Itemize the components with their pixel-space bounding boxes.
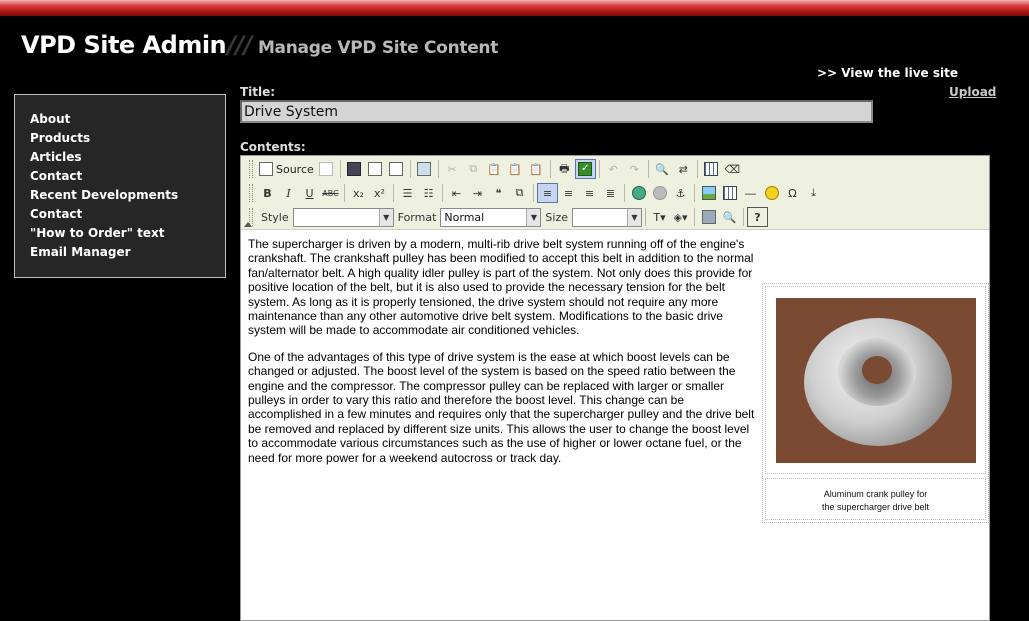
help-button[interactable]: ?	[747, 207, 768, 227]
caption-line-2: the supercharger drive belt	[821, 502, 930, 512]
toolbar-separator	[438, 160, 439, 178]
toolbar-separator	[533, 184, 534, 202]
editor-toolbar	[241, 156, 989, 230]
image-caption	[765, 478, 986, 520]
style-label: Style	[261, 210, 289, 224]
strikethrough-button[interactable]: ABC	[322, 188, 339, 198]
link-icon	[632, 186, 646, 200]
unlink-icon	[653, 186, 667, 200]
page-break-button[interactable]: ⤓	[811, 186, 816, 199]
show-blocks-button[interactable]: 🔍	[722, 210, 737, 224]
toolbar-separator	[599, 160, 600, 178]
text-color-button[interactable]: T▾	[653, 210, 666, 224]
toolbar-row-2	[249, 182, 824, 204]
special-char-button[interactable]: Ω	[788, 186, 797, 200]
title-input[interactable]	[240, 100, 873, 123]
templates-button[interactable]	[414, 159, 435, 179]
remove-format-button[interactable]: ⌫	[724, 162, 741, 176]
spellcheck-button[interactable]	[575, 159, 596, 179]
chevron-down-icon: ▼	[526, 209, 540, 226]
caption-line-1: Aluminum crank pulley for	[823, 489, 928, 499]
toolbar-separator	[743, 208, 744, 226]
crank-pulley-photo[interactable]	[776, 298, 976, 463]
horizontal-rule-button[interactable]: ―	[745, 186, 756, 200]
replace-button[interactable]: ⇄	[678, 162, 688, 176]
indent-button[interactable]: ⇥	[472, 186, 483, 200]
maximize-button[interactable]	[698, 207, 719, 227]
find-button[interactable]: 🔍	[655, 162, 670, 176]
bulleted-list-button[interactable]: ☷	[423, 186, 434, 200]
anchor-button[interactable]: ⚓	[675, 186, 686, 200]
align-left-button[interactable]: ≡	[537, 183, 558, 203]
toolbar-row-1	[249, 158, 743, 180]
size-label: Size	[545, 210, 568, 224]
save-button[interactable]	[344, 159, 365, 179]
toolbar-separator	[410, 160, 411, 178]
image-figure[interactable]	[762, 283, 989, 523]
sidebar-item-contact-2[interactable]: Contact	[30, 207, 83, 221]
view-live-site-link[interactable]: >> View the live site	[817, 66, 958, 80]
source-icon	[259, 162, 273, 176]
title-label: Title:	[240, 85, 276, 99]
pulley-hub-hole	[862, 356, 892, 384]
underline-button[interactable]: U	[305, 186, 314, 200]
copy-button[interactable]: ⧉	[469, 162, 478, 175]
unlink-button[interactable]	[649, 183, 670, 203]
preview-icon	[389, 162, 403, 176]
smiley-button[interactable]	[761, 183, 782, 203]
save-disabled-button[interactable]	[316, 159, 337, 179]
table-icon	[723, 186, 737, 200]
outdent-button[interactable]: ⇤	[451, 186, 462, 200]
table-button[interactable]	[719, 183, 740, 203]
content-paragraph-1: The supercharger is driven by a modern, multi-rib drive belt system running off of the engine's crankshaft. The crankshaft pulley has been modified to accept this belt in addition to the normal fan/alternator belt. A high quality idler pulley is part of the system. Not only does this provide for positive location of the belt, but it is also used to provide the necessary tension for the belt system. As long as it is properly tensioned, the drive system should not require any more maintenance than any other automotive drive belt system. Modifications to the basic drive system will be made to accommodate air conditioned vehicles.	[248, 237, 754, 338]
align-right-button[interactable]: ≡	[584, 186, 595, 200]
toolbar-separator	[624, 184, 625, 202]
editor-content-area[interactable]	[248, 237, 985, 523]
format-label: Format	[397, 210, 437, 224]
align-justify-button[interactable]: ≣	[605, 186, 616, 200]
link-button[interactable]	[628, 183, 649, 203]
rich-text-editor	[240, 155, 990, 621]
toolbar-separator	[697, 160, 698, 178]
new-page-button[interactable]	[365, 159, 386, 179]
format-select-value: Normal	[444, 210, 485, 224]
title-slashes: ///	[227, 31, 252, 59]
format-select[interactable]	[440, 208, 541, 227]
subscript-button[interactable]: x₂	[353, 186, 364, 200]
toolbar-separator	[645, 208, 646, 226]
italic-button[interactable]: I	[286, 186, 291, 200]
print-button[interactable]: 🖶	[559, 161, 570, 175]
cut-button[interactable]: ✂	[447, 162, 457, 176]
sidebar-item-how-to-order[interactable]: "How to Order" text	[30, 226, 165, 240]
toolbar-separator	[344, 184, 345, 202]
maximize-icon	[702, 210, 716, 224]
site-header	[21, 31, 498, 59]
image-cell	[765, 286, 986, 474]
templates-icon	[417, 162, 431, 176]
image-button[interactable]	[698, 183, 719, 203]
toolbar-grip	[249, 160, 253, 178]
smiley-icon	[765, 186, 779, 200]
paste-text-button[interactable]: 📋	[508, 162, 523, 176]
select-all-button[interactable]	[701, 159, 722, 179]
blockquote-button[interactable]: ❝	[495, 186, 502, 200]
contents-label: Contents:	[240, 140, 306, 154]
toolbar-grip	[249, 184, 253, 202]
collapse-toolbar-icon[interactable]	[244, 222, 252, 227]
site-title: VPD Site Admin	[21, 31, 227, 59]
sidebar-item-about[interactable]: About	[30, 112, 71, 126]
content-paragraph-2: One of the advantages of this type of drive system is the ease at which boost levels can be changed or adjusted. The boost level of the system is based on the speed ratio between the engine and the compressor. The compressor pulley can be replaced with larger or smaller pulleys in order to vary this ratio and therefore the boost level. This change can be accomplished in a few minutes and requires only that the supercharger pulley and the drive belt be removed and replaced by different size units. This allows the user to change the boost level to accommodate various circumstances such as the use of higher or lower octane fuel, or the need for more power for a weekend autocross or track day.	[248, 349, 755, 465]
page-subtitle: Manage VPD Site Content	[257, 38, 499, 58]
size-select[interactable]	[572, 208, 642, 227]
sidebar-item-email-manager[interactable]: Email Manager	[30, 245, 131, 259]
toolbar-separator	[550, 160, 551, 178]
toolbar-separator	[694, 208, 695, 226]
toolbar-separator	[694, 184, 695, 202]
toolbar-separator	[340, 160, 341, 178]
toolbar-separator	[648, 160, 649, 178]
select-all-icon	[704, 162, 718, 176]
paste-word-button[interactable]: 📋	[529, 162, 544, 176]
style-select[interactable]	[293, 208, 394, 227]
sidebar-item-products[interactable]: Products	[30, 131, 91, 145]
preview-button[interactable]	[386, 159, 407, 179]
new-page-icon	[368, 162, 382, 176]
upload-link[interactable]: Upload	[949, 85, 997, 99]
sidebar-nav	[14, 94, 226, 278]
doc-icon	[319, 162, 333, 176]
redo-button[interactable]: ↷	[629, 162, 639, 176]
sidebar-item-contact[interactable]: Contact	[30, 169, 83, 183]
sidebar-item-articles[interactable]: Articles	[30, 150, 82, 164]
align-center-button[interactable]: ≡	[563, 186, 574, 200]
toolbar-row-3	[249, 206, 768, 228]
top-accent-bar	[0, 0, 1029, 16]
superscript-button[interactable]: x²	[374, 186, 385, 200]
image-icon	[702, 186, 716, 200]
chevron-down-icon: ▼	[379, 209, 393, 226]
source-button[interactable]	[257, 159, 316, 179]
spellcheck-icon: ✓	[578, 162, 592, 176]
toolbar-separator	[393, 184, 394, 202]
bold-button[interactable]: B	[263, 186, 272, 200]
sidebar-item-recent-developments[interactable]: Recent Developments	[30, 188, 179, 202]
chevron-down-icon: ▼	[627, 209, 641, 226]
undo-button[interactable]: ↶	[608, 162, 618, 176]
paste-button[interactable]: 📋	[487, 162, 502, 176]
numbered-list-button[interactable]: ☰	[402, 186, 413, 200]
toolbar-separator	[442, 184, 443, 202]
create-div-button[interactable]: ⧉	[515, 186, 524, 199]
source-label: Source	[276, 162, 314, 176]
save-icon	[347, 162, 361, 176]
background-color-button[interactable]: ◈▾	[673, 210, 688, 224]
